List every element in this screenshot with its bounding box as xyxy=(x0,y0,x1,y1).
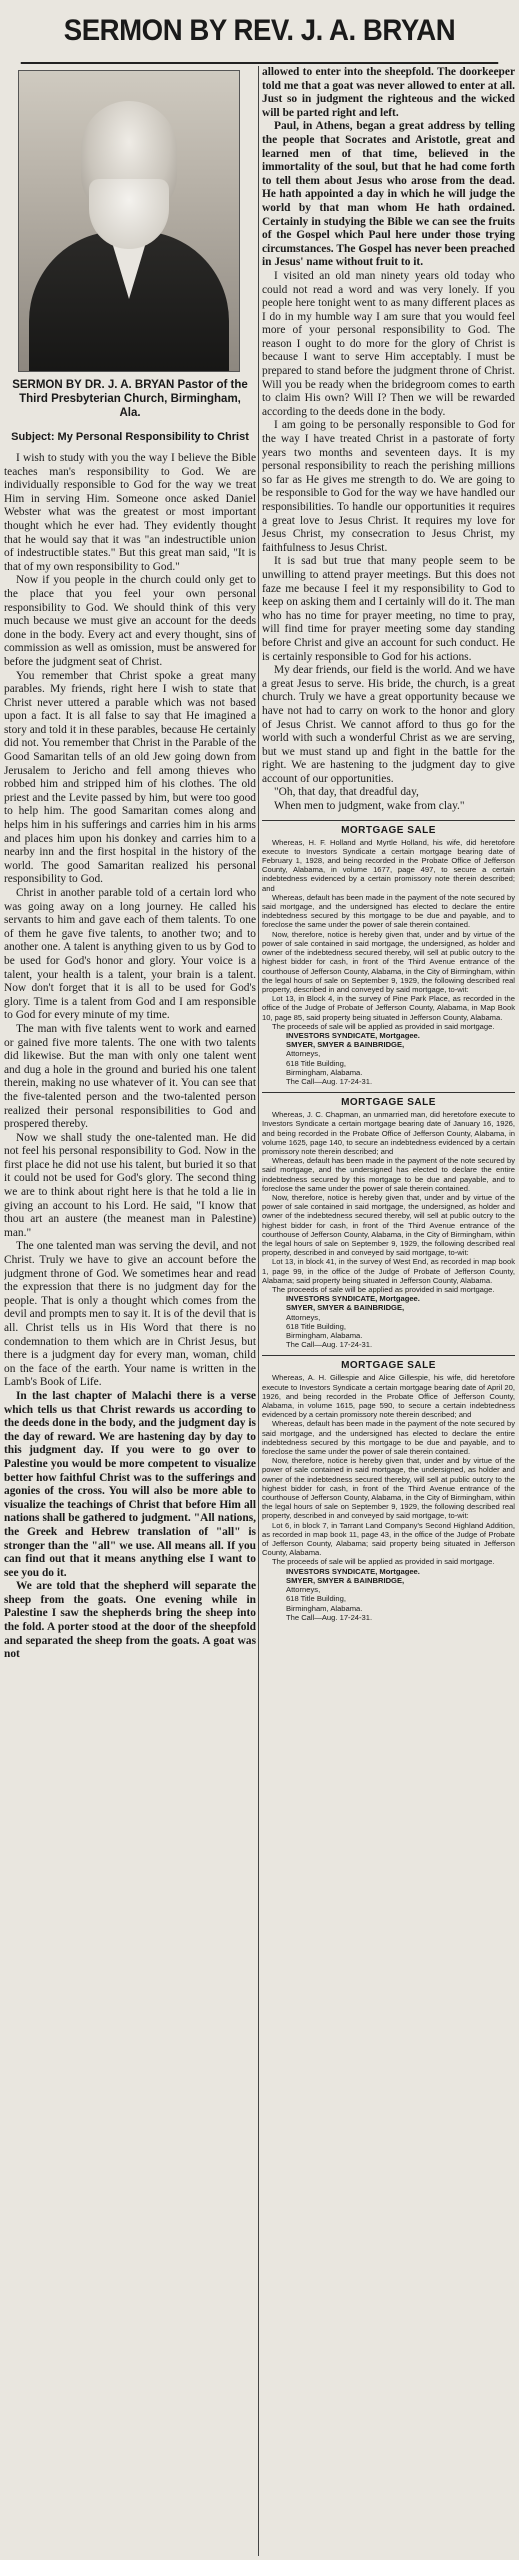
sermon-paragraph: In the last chapter of Malachi there is a verse which tells us that Christ rewards us according to the deeds done in the body, and the judgment day is the day of reward. We are hastening day by day to this judgment day. If you were to go over to Palestine you would be more competent to visualize better how faithful Christ was to the sufferings and agonies of the cross. You will also be more able to visualize the teachings of Christ that before Him all nations shall be gathered to judgment. "All nations, the Greek and Hebrew translation of "all" is stronger than the "all" we use. All means all. If you can find out that it means anything else I want to see you do it. xyxy=(4,1389,256,1579)
legal-notice-3 xyxy=(262,1355,515,1621)
sermon-paragraph: It is sad but true that many people seem to be unwilling to attend prayer meetings. But this does not faze me because I feel it my responsibility to God to keep on asking them and I certainly will do it. The man who has no time for prayer meeting, no time to pray, will find time for prayer meeting some day standing before Christ and give an account for such conduct. He is certainly responsible to God for his actions. xyxy=(262,555,515,663)
legal-notice-2 xyxy=(262,1092,515,1349)
left-column xyxy=(4,66,256,2556)
page-headline: SERMON BY REV. J. A. BRYAN xyxy=(21,0,498,64)
notice-signature: 618 Title Building, xyxy=(286,1594,346,1604)
sermon-paragraph: I am going to be personally responsible to God for the way I have treated Christ in a pastorate of forty years two months and seventeen days. It is my personal responsibility to reach the perishing millions so far as He gives me strength to do. We are going to be responsible to God for the way we have handled our responsibilities. To handle our opportunities it requires a great love to Jesus Christ. It requires my love for Jesus Christ, my consecration to Jesus Christ, my faithfulness to Jesus Christ. xyxy=(262,419,515,554)
notice-title: MORTGAGE SALE xyxy=(341,824,436,836)
notice-signature: SMYER, SMYER & BAINBRIDGE, xyxy=(286,1575,405,1585)
notice-signature: SMYER, SMYER & BAINBRIDGE, xyxy=(286,1040,405,1050)
notice-signature: 618 Title Building, xyxy=(286,1058,346,1068)
notice-paragraph: The proceeds of sale will be applied as provided in said mortgage. xyxy=(272,1285,495,1294)
notice-signature: Birmingham, Alabama. xyxy=(286,1603,363,1613)
notice-paragraph: Lot 13, in block 41, in the survey of West End, as recorded in map book 1, page 99, in the office of the Judge of Probate of Jefferson County, Alabama; said property being situated in Jefferson County, Alabama. xyxy=(262,1257,515,1285)
sermon-paragraph: The one talented man was serving the devil, and not Christ. Truly we have to give an account before the judgment throne of God. We sometimes hear and read the expression that there is no judgment day for the people. That is only a thought which comes from the devil and prompts men to say it. It is of the devil that is all. Christ tells us in His Word that there is no condemnation to them which are in Christ Jesus, but there is a judgment day for every man, woman, child on the face of the earth. Your name is written in the Lamb's Book of Life. xyxy=(4,1240,256,1389)
sermon-paragraph: I wish to study with you the way I believe the Bible teaches man's responsibility to God. We are individually responsible to God for the way we treat Him in serving Him. Someone once asked Daniel Webster what was the greatest or most important thought which he ever had. They evidently thought that he would say that it was "an indestructible union of indestructible states." But this great man said, "It is that of my own responsibility to God." xyxy=(4,452,256,573)
notice-paragraph: Now, therefore, notice is hereby given that, under and by virtue of the power of sale contained in said mortgage, the undersigned, as holder and owner of the indebtedness secured thereby, will sell at public outcry to the highest bidder for cash, in front of the Third Avenue entrance of the courthouse of Jefferson County, Alabama, in the City of Birmingham, within the legal hours of sale on September 9, 1929, the following described real property, described in and conveyed by said mortgage, to-wit: xyxy=(262,1192,515,1258)
notice-signature: SMYER, SMYER & BAINBRIDGE, xyxy=(286,1303,405,1313)
sermon-paragraph: Now we shall study the one-talented man. He did not feel his personal responsibility to God. Now in the first place he did not use his talent, but buried it so that it could not be used for God's glory. The second thing we are to think about right here is that he told a lie in giving an account to his Lord. He said, "I know that thou art an austere (the meanest man in Palestine) man." xyxy=(4,1131,256,1239)
portrait-photo xyxy=(18,70,240,372)
notice-signature: Attorneys, xyxy=(286,1585,321,1595)
notice-paragraph: Whereas, default has been made in the payment of the note secured by said mortgage, and the undersigned has elected to declare the entire indebtedness secured by this mortgage to be due and payable, and to foreclose the same under the power of sale therein contained. xyxy=(262,1156,515,1193)
notice-paragraph: Now, therefore, notice is hereby given that, under and by virtue of the power of sale contained in said mortgage, the undersigned, as holder and owner of the indebtedness secured thereby, will sell at public outcry to the highest bidder for cash, in front of the Third Avenue entrance of the courthouse of Jefferson County, Alabama, in the City of Birmingham, within the legal hours of sale on September 9, 1929, the following described real property, described in and conveyed by said mortgage, to-wit: xyxy=(262,929,515,994)
sermon-paragraph: Now if you people in the church could only get to the place that you feel your own personal responsibility to God. We should think of this very much because we must give an account for the deeds done in the body. Every act and every thought, sins of commission as well as omission, must be answered for before the judgment seat of Christ. xyxy=(4,574,256,668)
notice-paragraph: Whereas, default has been made in the payment of the note secured by said mortgage, and the undersigned has elected to declare the entire indebtedness secured by this mortgage to be due and payable, and to foreclose the same under the power of sale therein contained. xyxy=(262,892,515,930)
sermon-paragraph: I visited an old man ninety years old today who could not read a word and was very lonely. If you people here tonight went to as many different places as I do in my humble way I am sure that you would feel more of your personal responsibility to God. The reason I ought to do more for the glory of Christ is because I want to serve Him acceptably. I must be prepared to stand before the judgment throne of Christ. Will you be ready when the bridegroom comes to earth to claim His own? Will I? Then we will be rewarded according to the deeds done in the body. xyxy=(262,269,515,418)
notice-divider xyxy=(262,1092,515,1093)
notice-signature: The Call—Aug. 17-24-31. xyxy=(286,1076,373,1086)
sermon-paragraph: We are told that the shepherd will separate the sheep from the goats. One evening while in Palestine I saw the shepherds bring the sheep into the fold. A porter stood at the door of the sheepfold and separated the sheep from the goats. A goat was not xyxy=(4,1580,256,1661)
sermon-paragraph: My dear friends, our field is the world. And we have a great Jesus to serve. His bride, the church, is a great church. Truly we have a great opportunity because we have not had to carry on work to the honor and glory of Jesus Christ. We cannot afford to thus go for the world with such a wonderful Christ as we are serving, but we must stand up and fight in the battle for the right. We are hastening to the judgment day to give account of our opportunities. xyxy=(262,664,515,785)
legal-notice-1 xyxy=(262,820,515,1086)
notice-paragraph: Lot 6, in block 7, in Tarrant Land Company's Second Highland Addition, as recorded in map book 11, page 43, in the office of the Judge of Probate of Jefferson County, Alabama; said property being situated in Jefferson County, Alabama. xyxy=(262,1520,515,1558)
photo-caption: SERMON BY DR. J. A. BRYAN Pastor of the Third Presbyterian Church, Birmingham, Ala. xyxy=(12,379,248,419)
sermon-subject: Subject: My Personal Responsibility to Christ xyxy=(11,431,249,443)
notice-paragraph: Whereas, H. F. Holland and Myrtle Holland, his wife, did heretofore execute to Investors Syndicate a certain mortgage bearing date of February 1, 1928, and being recorded in the Probate Office of Jefferson County, Alabama, in volume 1677, page 497, to secure a certain indebtedness evidenced by a certain promissory note therein described; and xyxy=(262,837,515,893)
sermon-paragraph: You remember that Christ spoke a great many parables. My friends, right here I wish to state that Christ never uttered a parable which was not based upon a fact. It is all false to say that He imagined a story and told it in these parables, because He certainly did not. You remember that Christ in the Parable of the Good Samaritan tells of an old Jew going down from Jerusalem to Jericho and fell among thieves who robbed him and stripped him of his clothes. The old priest and the Levite passed by him, but were too good to help him. The good Samaritan comes along and helps him in his sufferings and carries him in his arms and places him upon his donkey and carries him to a nearby inn and the first hospital in the history of the world. The good Samaritan realized his personal responsibility to God. xyxy=(4,669,256,886)
notice-title: MORTGAGE SALE xyxy=(341,1097,436,1109)
notice-title: MORTGAGE SALE xyxy=(341,1360,436,1372)
notice-signature: Attorneys, xyxy=(286,1049,321,1059)
notice-signature: INVESTORS SYNDICATE, Mortgagee. xyxy=(286,1294,420,1304)
notice-signature: INVESTORS SYNDICATE, Mortgagee. xyxy=(286,1030,420,1040)
notice-signature: 618 Title Building, xyxy=(286,1321,346,1331)
notice-paragraph: Whereas, A. H. Gillespie and Alice Gillespie, his wife, did heretofore execute to Investors Syndicate a certain mortgage bearing date of April 20, 1926, and being recorded in the Probate Office of Jefferson County, Alabama, in volume 1615, page 590, to secure a certain indebtedness evidenced by a certain promissory note therein described; and xyxy=(262,1373,515,1420)
notice-paragraph: Whereas, J. C. Chapman, an unmarried man, did heretofore execute to Investors Syndicate a certain mortgage bearing date of January 16, 1926, and being recorded in the Probate Office of Jefferson County, Alabama, in volume 1625, page 140, to secure an indebtedness evidenced by a certain promissory note therein described; and xyxy=(262,1110,515,1156)
sermon-paragraph: allowed to enter into the sheepfold. The doorkeeper told me that a goat was never allowed to enter at all. Just so in judgment the righteous and the wicked will be parted right and left. xyxy=(262,66,515,119)
notice-divider xyxy=(262,820,515,821)
notice-divider xyxy=(262,1355,515,1356)
sermon-paragraph: The man with five talents went to work and earned or gained five more talents. The one with two talents did likewise. But the man with only one talent went and dug a hole in the ground and buried his one talent therein, making no use whatever of it. You can see that the five-talented person and the two-talented person realized their personal responsibilities to God and prospered thereby. xyxy=(4,1022,256,1131)
notice-paragraph: Whereas, default has been made in the payment of the note secured by said mortgage, and the undersigned has elected to declare the entire indebtedness secured by this mortgage to be due and payable, and to foreclose the same under the power of sale therein contained. xyxy=(262,1419,515,1457)
notice-signature: Attorneys, xyxy=(286,1312,321,1322)
notice-signature: Birmingham, Alabama. xyxy=(286,1067,363,1077)
notice-paragraph: Lot 13, in Block 4, in the survey of Pine Park Place, as recorded in the office of the Judge of Probate of Jefferson County, Alabama, in Map Book 10, page 85, said property being situated in Jefferson County, Alabama. xyxy=(262,994,515,1022)
notice-signature: INVESTORS SYNDICATE, Mortgagee. xyxy=(286,1566,420,1576)
notice-signature: The Call—Aug. 17-24-31. xyxy=(286,1340,373,1350)
sermon-paragraph: Christ in another parable told of a certain lord who was going away on a long journey. He called his servants to him and gave each of them talents. To one of them he gave five talents, to another two; and to another one. A talent is anything given to us by God to be used for God's honor and glory. Your voice is a talent, your health is a talent, your brain is a talent. Now don't forget that it is all to be used for God's glory. Time is a talent from God and I am responsible to God for every minute of my time. xyxy=(4,887,256,1022)
sermon-verse-line: When men to judgment, wake from clay." xyxy=(274,800,465,813)
notice-signature: Birmingham, Alabama. xyxy=(286,1331,363,1341)
right-column xyxy=(262,66,515,2556)
notice-paragraph: Now, therefore, notice is hereby given that, under and by virtue of the power of sale contained in said mortgage, the undersigned, as holder and owner of the indebtedness secured thereby, will sell at public outcry to the highest bidder for cash, in front of the Third Avenue entrance of the courthouse of Jefferson County, Alabama, in the City of Birmingham, within the legal hours of sale on September 9, 1929, the following described real property, described in and conveyed by said mortgage, to-wit: xyxy=(262,1456,515,1521)
notice-signature: The Call—Aug. 17-24-31. xyxy=(286,1612,373,1622)
notice-paragraph: The proceeds of sale will be applied as provided in said mortgage. xyxy=(272,1021,495,1031)
sermon-verse-line: "Oh, that day, that dreadful day, xyxy=(274,786,419,799)
column-rule xyxy=(258,66,259,2556)
notice-paragraph: The proceeds of sale will be applied as provided in said mortgage. xyxy=(272,1557,495,1567)
sermon-paragraph: Paul, in Athens, began a great address by telling the people that Socrates and Aristotle, great and learned men of that time, believed in the immortality of the soul, but that he had come forth to tell them about Jesus who arose from the dead. He hath appointed a day in which he will judge the world by that man whom He hath ordained. Certainly in studying the Bible we can see the fruits of the Gospel which Paul here under those trying circumstances. The Gospel has never been preached in Jesus' name without fruit to it. xyxy=(262,120,515,269)
